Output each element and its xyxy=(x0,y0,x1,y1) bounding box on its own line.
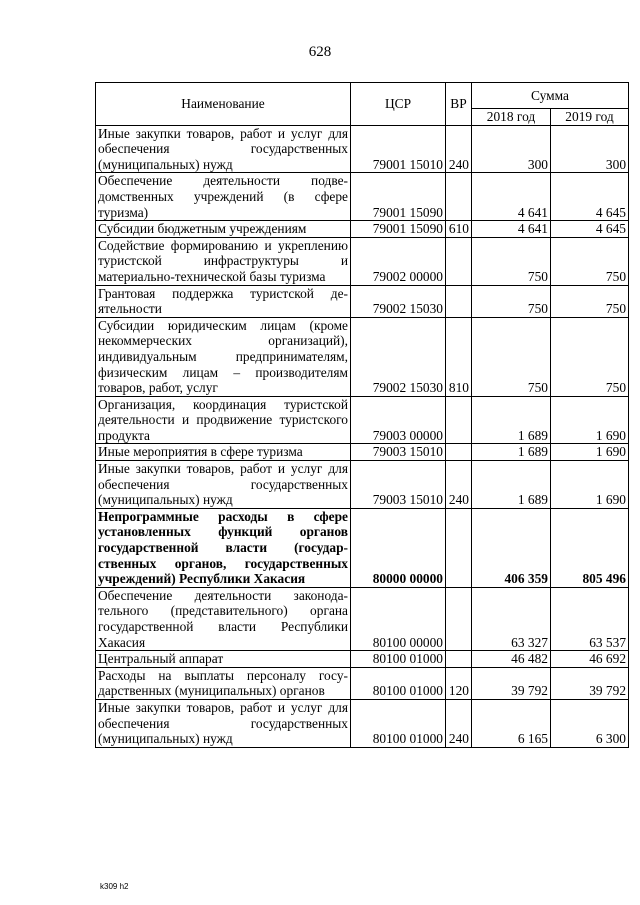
row-csr: 80100 01000 xyxy=(351,651,446,668)
row-amount-2019: 4 645 xyxy=(551,221,629,238)
row-csr: 79003 15010 xyxy=(351,444,446,461)
row-amount-2018: 406 359 xyxy=(472,508,551,587)
row-name: Центральный аппарат xyxy=(96,651,351,668)
header-csr: ЦСР xyxy=(351,83,446,126)
table-row xyxy=(96,699,629,747)
row-amount-2019: 750 xyxy=(551,317,629,396)
row-amount-2019: 300 xyxy=(551,125,629,173)
row-amount-2018: 6 165 xyxy=(472,699,551,747)
header-vr: ВР xyxy=(446,83,472,126)
row-amount-2019: 805 496 xyxy=(551,508,629,587)
row-csr: 80100 01000 xyxy=(351,667,446,699)
row-name: Иные закупки товаров, работ и услуг для обеспечения государственных (муниципальных) нужд xyxy=(96,125,351,173)
table-row xyxy=(96,237,629,285)
row-amount-2018: 1 689 xyxy=(472,444,551,461)
footer-code: k309 h2 xyxy=(100,882,129,891)
table-row xyxy=(96,461,629,509)
row-csr: 79001 15010 xyxy=(351,125,446,173)
row-name: Обеспечение деятельности законодательного (представительного) органа государственной власти Республики Хакасия xyxy=(96,587,351,650)
row-vr: 240 xyxy=(446,699,472,747)
row-csr: 80100 01000 xyxy=(351,699,446,747)
row-amount-2019: 39 792 xyxy=(551,667,629,699)
row-amount-2019: 1 690 xyxy=(551,461,629,509)
table-row xyxy=(96,444,629,461)
row-amount-2019: 63 537 xyxy=(551,587,629,650)
row-amount-2019: 1 690 xyxy=(551,444,629,461)
row-amount-2018: 750 xyxy=(472,237,551,285)
table-row xyxy=(96,396,629,444)
row-amount-2018: 4 641 xyxy=(472,173,551,221)
row-amount-2018: 1 689 xyxy=(472,461,551,509)
row-vr xyxy=(446,285,472,317)
row-amount-2019: 1 690 xyxy=(551,396,629,444)
header-name: Наименование xyxy=(96,83,351,126)
row-csr: 79002 00000 xyxy=(351,237,446,285)
row-csr: 79003 00000 xyxy=(351,396,446,444)
table-row xyxy=(96,587,629,650)
header-year-2019: 2019 год xyxy=(551,109,629,126)
budget-table xyxy=(95,82,629,748)
row-amount-2019: 750 xyxy=(551,237,629,285)
row-vr: 240 xyxy=(446,461,472,509)
row-name: Содействие формированию и укреплению туристской инфраструктуры и материально-технической базы туризма xyxy=(96,237,351,285)
table-row xyxy=(96,173,629,221)
header-year-2018: 2018 год xyxy=(472,109,551,126)
row-csr: 79001 15090 xyxy=(351,173,446,221)
row-name: Иные мероприятия в сфере туризма xyxy=(96,444,351,461)
row-vr xyxy=(446,508,472,587)
row-vr xyxy=(446,396,472,444)
table-row xyxy=(96,667,629,699)
row-csr: 79002 15030 xyxy=(351,317,446,396)
row-name: Грантовая поддержка туристской деятельности xyxy=(96,285,351,317)
table-row xyxy=(96,125,629,173)
table-row xyxy=(96,221,629,238)
row-csr: 80100 00000 xyxy=(351,587,446,650)
row-vr xyxy=(446,587,472,650)
table-row xyxy=(96,508,629,587)
row-name: Иные закупки товаров, работ и услуг для обеспечения государственных (муниципальных) нужд xyxy=(96,461,351,509)
row-amount-2018: 750 xyxy=(472,285,551,317)
row-vr: 240 xyxy=(446,125,472,173)
row-name: Субсидии юридическим лицам (кроме некоммерческих организаций), индивидуальным предпринимателям, физическим лицам – производителям товаров, работ, услуг xyxy=(96,317,351,396)
row-amount-2018: 300 xyxy=(472,125,551,173)
row-vr xyxy=(446,444,472,461)
row-amount-2018: 1 689 xyxy=(472,396,551,444)
row-vr xyxy=(446,651,472,668)
row-vr: 810 xyxy=(446,317,472,396)
row-amount-2018: 4 641 xyxy=(472,221,551,238)
row-amount-2018: 46 482 xyxy=(472,651,551,668)
row-vr: 120 xyxy=(446,667,472,699)
row-name: Непрограммные расходы в сфере установленных функций органов государственной власти (государственных органов, государственных учреждений) Республики Хакасия xyxy=(96,508,351,587)
row-vr xyxy=(446,237,472,285)
row-name: Обеспечение деятельности подведомственных учреждений (в сфере туризма) xyxy=(96,173,351,221)
row-csr: 79003 15010 xyxy=(351,461,446,509)
header-sum: Сумма xyxy=(472,83,629,109)
row-amount-2019: 46 692 xyxy=(551,651,629,668)
row-name: Иные закупки товаров, работ и услуг для обеспечения государственных (муниципальных) нужд xyxy=(96,699,351,747)
row-csr: 79002 15030 xyxy=(351,285,446,317)
row-name: Организация, координация туристской деятельности и продвижение туристского продукта xyxy=(96,396,351,444)
table-row xyxy=(96,317,629,396)
row-amount-2018: 750 xyxy=(472,317,551,396)
row-name: Субсидии бюджетным учреждениям xyxy=(96,221,351,238)
table-row xyxy=(96,651,629,668)
row-vr: 610 xyxy=(446,221,472,238)
row-amount-2019: 750 xyxy=(551,285,629,317)
row-amount-2019: 6 300 xyxy=(551,699,629,747)
row-name: Расходы на выплаты персоналу государственных (муниципальных) органов xyxy=(96,667,351,699)
row-amount-2018: 63 327 xyxy=(472,587,551,650)
row-amount-2019: 4 645 xyxy=(551,173,629,221)
row-csr: 79001 15090 xyxy=(351,221,446,238)
row-vr xyxy=(446,173,472,221)
page-number: 628 xyxy=(308,44,332,60)
row-amount-2018: 39 792 xyxy=(472,667,551,699)
row-csr: 80000 00000 xyxy=(351,508,446,587)
table-row xyxy=(96,285,629,317)
